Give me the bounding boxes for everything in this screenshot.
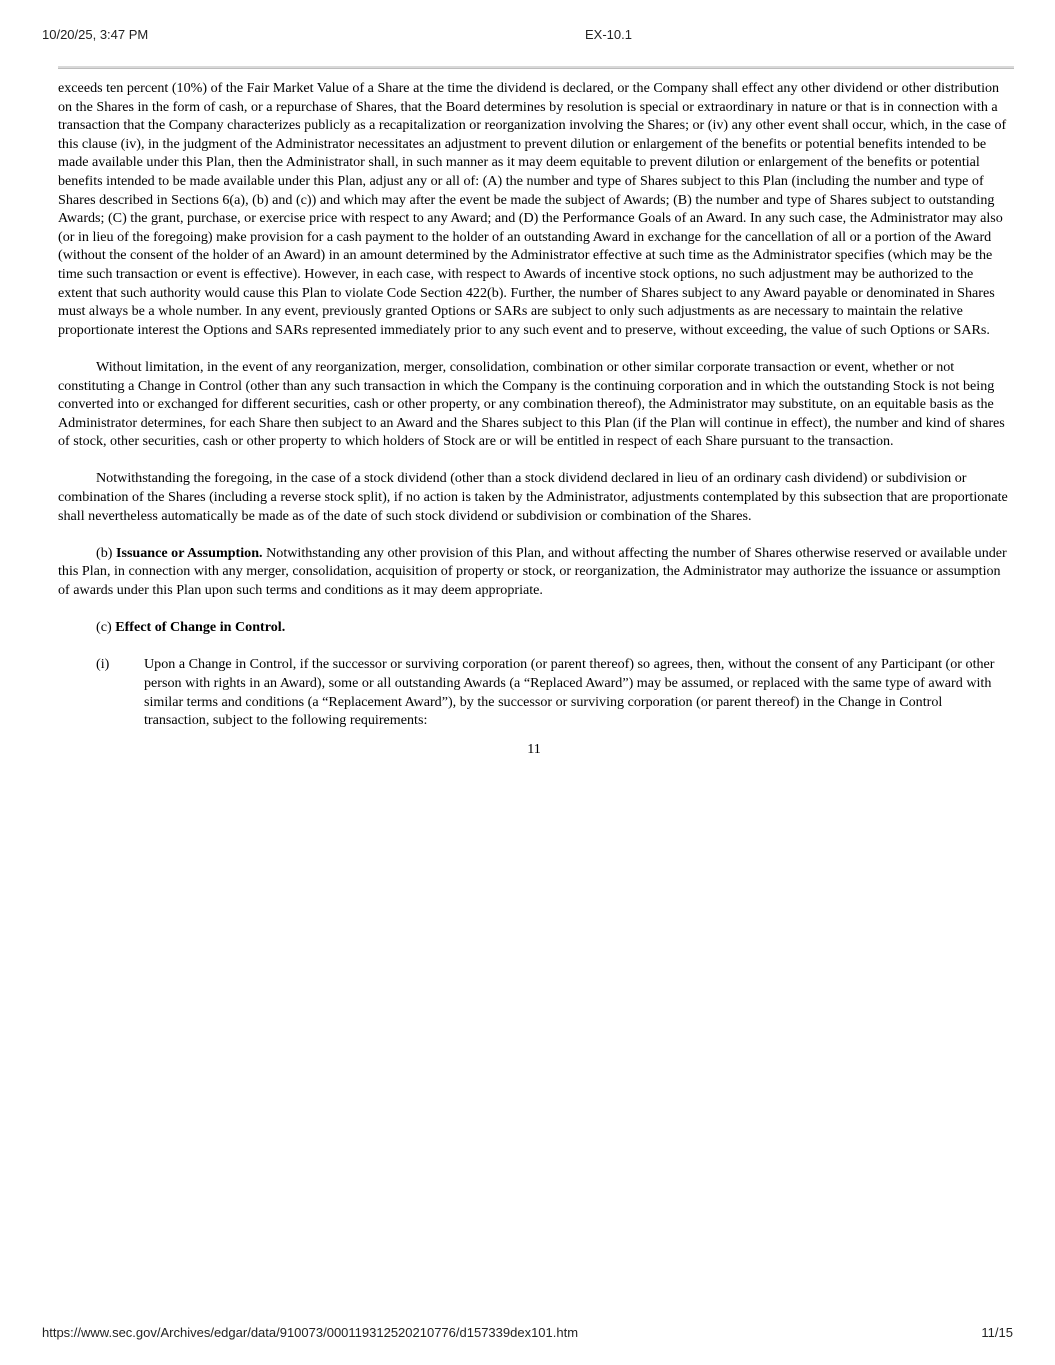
list-item-i-text: Upon a Change in Control, if the successor or surviving corporation (or parent thereof) so agrees, then, without the consent of any Participant (or other person with rights in an Award), some or all outstanding Awards (a “Replaced Award”) may be assumed, or replaced with the same type of award with similar terms and conditions (a “Replacement Award”), by the successor or surviving corporation (or parent thereof) in the Change in Control transaction, subject to the following requirements: bbox=[144, 656, 995, 729]
print-datetime: 10/20/25, 3:47 PM bbox=[42, 27, 149, 42]
list-item-i-label: (i) bbox=[96, 656, 110, 673]
section-b-heading: Issuance or Assumption. bbox=[115, 544, 263, 561]
paragraph-adjustments: exceeds ten percent (10%) of the Fair Market Value of a Share at the time the dividend is declared, or the Company shall effect any other dividend or other distribution on the Shares in the form of cash, or a repurchase of Shares, that the Board determines by resolution is special or extraordinary in nature or that is in connection with a transaction that the Company characterizes publicly as a recapitalization or reorganization involving the Shares; or (iv) any other event shall occur, which, in the case of this clause (iv), in the judgment of the Administrator necessitates an adjustment to prevent dilution or enlargement of the benefits or potential benefits intended to be made available under this Plan, then the Administrator shall, in such manner as it may deem equitable to prevent dilution or enlargement of the benefits or potential benefits intended to be made available under this Plan, adjust any or all of: (A) the number and type of Shares subject to this Plan (including the number and type of Shares described in Sections 6(a), (b) and (c)) and which may after the event be made the subject of Awards; (B) the number and type of Shares subject to outstanding Awards; (C) the grant, purchase, or exercise price with respect to any Award; and (D) the Performance Goals of an Award. In any such case, the Administrator may also (or in lieu of the foregoing) make provision for a cash payment to the holder of an outstanding Award in exchange for the cancellation of all or a portion of the Award (without the consent of the holder of an Award) in an amount determined by the Administrator effective at such time as the Administrator specifies (which may be the time such transaction or event is effective). However, in each case, with respect to Awards of incentive stock options, no such adjustment may be authorized to the extent that such authority would cause this Plan to violate Code Section 422(b). Further, the number of Shares subject to any Award payable or denominated in Shares must always be a whole number. In any event, previously granted Options or SARs are subject to only such adjustments as are necessary to maintain the relative proportionate interest the Options and SARs represented immediately prior to any such event and to preserve, without exceeding, the value of such Options or SARs. bbox=[58, 80, 1007, 338]
section-c-heading: Effect of Change in Control. bbox=[115, 619, 286, 636]
section-c-label: (c) bbox=[96, 619, 112, 636]
source-url: https://www.sec.gov/Archives/edgar/data/910073/000119312520210776/d157339dex101.htm bbox=[42, 1325, 579, 1340]
section-b-issuance-or-assumption bbox=[58, 544, 1010, 600]
list-item-i bbox=[58, 655, 1010, 729]
header-divider bbox=[58, 66, 1014, 69]
section-b-text: Notwithstanding any other provision of this Plan, and without affecting the number of Shares otherwise reserved or available under this Plan, in connection with any merger, consolidation, acquisition of property or stock, or reorganization, the Administrator may authorize the issuance or assumption of awards under this Plan upon such terms and conditions as it may deem appropriate. bbox=[58, 544, 1007, 599]
section-c-effect-of-change-in-control bbox=[58, 618, 1010, 637]
page-counter: 11/15 bbox=[981, 1325, 1013, 1340]
paragraph-stock-dividend: Notwithstanding the foregoing, in the case of a stock dividend (other than a stock dividend declared in lieu of an ordinary cash dividend) or subdivision or combination of the Shares (including a reverse stock split), if no action is taken by the Administrator, adjustments contemplated by this subsection that are proportionate shall nevertheless automatically be made as of the date of such stock dividend or subdivision or combination of the Shares. bbox=[58, 470, 1008, 524]
document-title: EX-10.1 bbox=[585, 27, 632, 42]
section-b-label: (b) bbox=[96, 544, 113, 561]
paragraph-substitution: Without limitation, in the event of any reorganization, merger, consolidation, combination or other similar corporate transaction or event, whether or not constituting a Change in Control (other than any such transaction in which the Company is the continuing corporation and in which the outstanding Stock is not being converted into or exchanged for different securities, cash or other property, or any combination thereof), the Administrator may substitute, on an equitable basis as the Administrator determines, for each Share then subject to an Award and the Shares subject to this Plan (if the Plan will continue in effect), the number and kind of shares of stock, other securities, cash or other property to which holders of Stock are or will be entitled in respect of each Share pursuant to the transaction. bbox=[58, 358, 1005, 450]
page-number: 11 bbox=[527, 740, 541, 757]
document-body bbox=[58, 79, 1010, 758]
